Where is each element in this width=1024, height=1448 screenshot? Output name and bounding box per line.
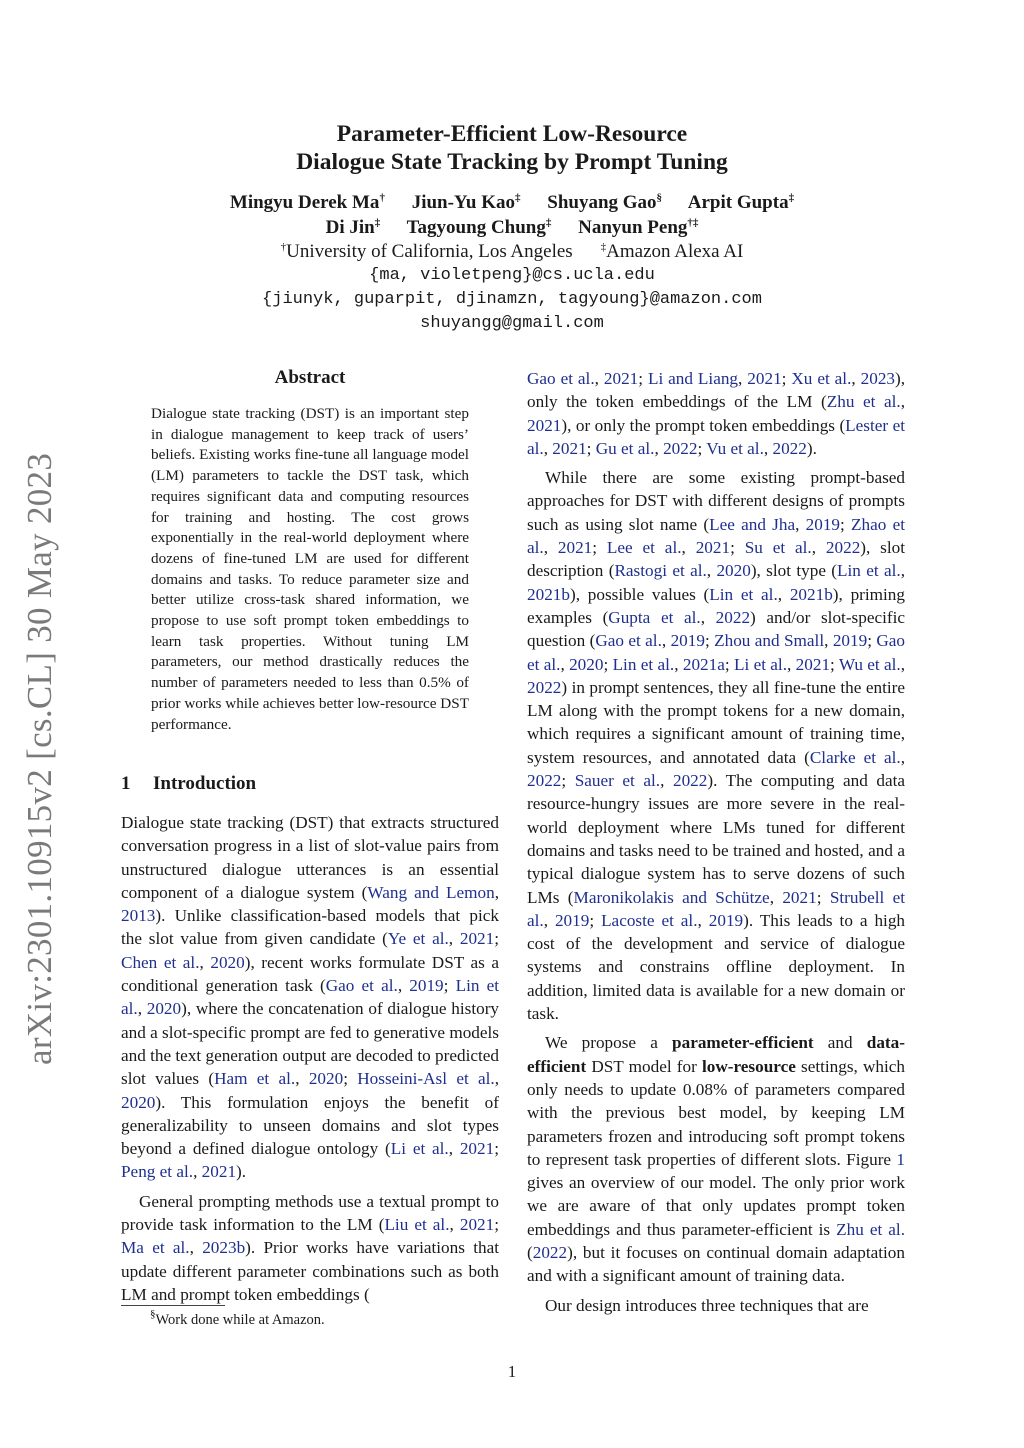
- citation-link[interactable]: Strubell et al.: [527, 887, 905, 930]
- citation-link[interactable]: 2021: [782, 887, 817, 907]
- citation-link[interactable]: 2019: [670, 631, 705, 651]
- citation-link[interactable]: Su et al.: [744, 538, 812, 558]
- citation-link[interactable]: 2021: [557, 538, 593, 558]
- paper-title: [0, 120, 1024, 176]
- figure-link[interactable]: 1: [896, 1149, 905, 1169]
- author-line-2: [0, 215, 1024, 240]
- abstract-heading: Abstract: [274, 367, 346, 388]
- citation-link[interactable]: 2021: [527, 415, 562, 435]
- citation-link[interactable]: Gao et al.: [325, 976, 398, 996]
- bold-term: data-efficient: [527, 1033, 905, 1076]
- email-gmail: shuyangg@gmail.com: [420, 314, 604, 333]
- citation-link[interactable]: Hosseini-Asl et al.: [357, 1069, 495, 1089]
- citation-link[interactable]: 2019: [832, 631, 868, 651]
- citation-link[interactable]: 2021b: [527, 584, 570, 604]
- citation-link[interactable]: Lacoste et al.: [601, 910, 698, 930]
- citation-link[interactable]: Lin et al.: [121, 976, 500, 1019]
- author-name: Mingyu Derek Ma: [229, 192, 380, 213]
- title-line-1: Parameter-Efficient Low-Resource: [336, 121, 688, 147]
- citation-link[interactable]: Vu et al.: [706, 438, 764, 458]
- citation-link[interactable]: Lee and Jha: [709, 514, 796, 534]
- left-column: [121, 811, 499, 1306]
- citation-link[interactable]: 2019: [708, 910, 744, 930]
- citation-link[interactable]: Gupta et al.: [608, 607, 701, 627]
- citation-link[interactable]: Lin et al.: [837, 561, 901, 581]
- citation-link[interactable]: Chen et al.: [121, 952, 200, 972]
- section-number: 1: [121, 773, 131, 794]
- abstract-text: Dialogue state tracking (DST) is an important step in dialogue management to keep track of users’ beliefs. Existing works fine-tune all language model (LM) parameters to tackle the DST task, which requires significant data and computing resources for training and hosting. The cost grows exponentially in the real-world deployment where dozens of fine-tuned LM are used for different domains and tasks. To reduce parameter size and better utilize cross-task shared information, we propose to use soft prompt token embeddings to learn task properties. Without tuning LM parameters, our method drastically reduces the number of parameters needed to less than 0.5% of prior works while achieves better low-resource DST performance.: [151, 405, 469, 733]
- author-line-1: [0, 190, 1024, 215]
- citation-link[interactable]: 2022: [772, 438, 807, 458]
- citation-link[interactable]: 2021: [747, 369, 782, 388]
- author-name: Shuyang Gao: [547, 192, 657, 213]
- citation-link[interactable]: Ma et al.: [121, 1238, 190, 1258]
- citation-link[interactable]: 2022: [825, 538, 861, 558]
- citation-link[interactable]: Xu et al.: [791, 369, 852, 388]
- citation-link[interactable]: 2021b: [789, 584, 833, 604]
- citation-link[interactable]: Gao et al.: [595, 631, 662, 651]
- citation-link[interactable]: 2021: [201, 1162, 237, 1182]
- section-heading: [121, 773, 256, 795]
- citation-link[interactable]: 2021: [695, 538, 731, 558]
- author-name: Tagyoung Chung: [406, 217, 546, 238]
- affiliation-amazon: Amazon Alexa AI: [606, 241, 744, 262]
- title-line-2: Dialogue State Tracking by Prompt Tuning: [296, 149, 728, 175]
- author-name: Nanyun Peng: [578, 217, 688, 238]
- paragraph-continuation: Gao et al., 2021; Li and Liang, 2021; Xu et al., 2023), only the token embeddings of the LM (Zhu et al., 2021), or only the prompt token embeddings (Lester et al., 2021; Gu et al., 2022; Vu et al., 2022).: [527, 369, 906, 458]
- paragraph: We propose a parameter-efficient and data-efficient DST model for low-resource settings, which only needs to update 0.08% of parameters compared with the previous best model, by keeping LM parameters frozen and introducing soft prompt tokens to represent task properties of different slots. Figure 1 gives an overview of our model. The only prior work we are aware of that only updates prompt token embeddings and thus parameter-efficient is Zhu et al. (2022), but it focuses on continual domain adaptation and with a significant amount of training data.: [527, 1033, 906, 1286]
- citation-link[interactable]: 2022: [527, 771, 562, 791]
- citation-link[interactable]: 2022: [532, 1242, 568, 1262]
- citation-link[interactable]: Rastogi et al.: [614, 561, 707, 581]
- citation-link[interactable]: 2022: [672, 771, 708, 791]
- citation-link[interactable]: Lester et al.: [527, 415, 905, 458]
- citation-link[interactable]: Gao et al.: [527, 631, 905, 674]
- affiliation-mark: †‡: [687, 217, 699, 229]
- citation-link[interactable]: 2022: [527, 677, 562, 697]
- citation-link[interactable]: 2021a: [682, 654, 725, 674]
- citation-link[interactable]: 2019: [409, 976, 444, 996]
- citation-link[interactable]: 2019: [554, 910, 590, 930]
- affiliation-mark: †: [379, 192, 385, 204]
- affiliation-mark: ‡: [515, 192, 521, 204]
- page-number: 1: [507, 1362, 517, 1381]
- citation-link[interactable]: Gu et al.: [595, 438, 655, 458]
- bold-term: low-resource: [701, 1056, 796, 1076]
- footnote-mark: §: [150, 1308, 156, 1320]
- citation-link[interactable]: Peng et al.: [121, 1162, 194, 1182]
- citation-link[interactable]: Lee et al.: [606, 538, 682, 558]
- author-name: Jiun-Yu Kao: [411, 192, 515, 213]
- citation-link[interactable]: Clarke et al.: [809, 747, 901, 767]
- citation-link[interactable]: 2020: [569, 654, 604, 674]
- affiliation-mark: §: [656, 192, 663, 204]
- citation-link[interactable]: 2021: [459, 1139, 495, 1159]
- citation-link[interactable]: 2020: [716, 561, 751, 581]
- author-list: [0, 190, 1024, 240]
- footnote-rule: [121, 1305, 225, 1306]
- citation-link[interactable]: Zhu et al.: [826, 392, 901, 412]
- paragraph: Dialogue state tracking (DST) that extracts structured conversation progress in a list of slot-value pairs from unstructured dialogue utterances is an essential component of a dialogue system (Wang and Lemon, 2013). Unlike classification-based models that pick the slot value from given candidate (Ye et al., 2021; Chen et al., 2020), recent works formulate DST as a conditional generation task (Gao et al., 2019; Lin et al., 2020), where the concatenation of dialogue history and a slot-specific prompt are fed to generative models and the text generation output are decoded to predicted slot values (Ham et al., 2020; Hosseini-Asl et al., 2020). This formulation enjoys the benefit of generalizability to unseen domains and slot types beyond a defined dialogue ontology (Li et al., 2021; Peng et al., 2021).: [121, 813, 500, 1182]
- citation-link[interactable]: Li et al.: [390, 1139, 449, 1159]
- affiliation-mark: ‡: [374, 217, 381, 229]
- citation-link[interactable]: Wang and Lemon: [367, 882, 495, 902]
- citation-link[interactable]: Maronikolakis and Schütze: [573, 887, 770, 907]
- citation-link[interactable]: 2022: [663, 438, 698, 458]
- citation-link[interactable]: Ye et al.: [387, 929, 449, 949]
- citation-link[interactable]: 2020: [210, 952, 245, 972]
- abstract-body: [151, 404, 469, 735]
- citation-link[interactable]: 2021: [459, 929, 495, 949]
- citation-link[interactable]: 2013: [121, 906, 156, 926]
- citation-link[interactable]: Li et al.: [733, 654, 788, 674]
- paragraph: Our design introduces three techniques that are: [545, 1295, 869, 1315]
- citation-link[interactable]: Liu et al.: [384, 1215, 450, 1235]
- citation-link[interactable]: Gao et al.: [527, 369, 595, 388]
- citation-link[interactable]: Lin et al.: [709, 584, 778, 604]
- citation-link[interactable]: 2021: [795, 654, 831, 674]
- footnote: [150, 1308, 325, 1329]
- author-name: Arpit Gupta: [687, 192, 789, 213]
- affiliation-mark: †: [280, 241, 287, 253]
- citation-link[interactable]: 2020: [146, 999, 182, 1019]
- citation-link[interactable]: 2022: [715, 607, 751, 627]
- affiliation-ucla: University of California, Los Angeles: [286, 241, 573, 262]
- email-amazon: {jiunyk, guparpit, djinamzn, tagyoung}@amazon.com: [262, 290, 762, 309]
- citation-link[interactable]: 2021: [459, 1215, 495, 1235]
- citation-link[interactable]: 2021: [552, 438, 587, 458]
- author-name: Di Jin: [325, 217, 375, 238]
- citation-link[interactable]: Zhu et al.: [836, 1219, 906, 1239]
- citation-link[interactable]: 2023: [860, 369, 895, 388]
- arxiv-side-stamp: arXiv:2301.10915v2 [cs.CL] 30 May 2023: [20, 452, 59, 1065]
- paragraph: General prompting methods use a textual prompt to provide task information to the LM (Liu et al., 2021; Ma et al., 2023b). Prior works have variations that update different parameter combinations such as both LM and prompt token embeddings (: [121, 1191, 499, 1304]
- section-title: Introduction: [153, 773, 257, 794]
- affiliation-mark: ‡: [600, 241, 607, 253]
- affiliations: [0, 239, 1024, 264]
- citation-link[interactable]: Sauer et al.: [574, 771, 661, 791]
- citation-link[interactable]: 2021: [603, 369, 639, 388]
- paragraph: While there are some existing prompt-based approaches for DST with different designs of prompts such as using slot name (Lee and Jha, 2019; Zhao et al., 2021; Lee et al., 2021; Su et al., 2022), slot description (Rastogi et al., 2020), slot type (Lin et al., 2021b), possible values (Lin et al., 2021b), priming examples (Gupta et al., 2022) and/or slot-specific question (Gao et al., 2019; Zhou and Small, 2019; Gao et al., 2020; Lin et al., 2021a; Li et al., 2021; Wu et al., 2022) in prompt sentences, they all fine-tune the entire LM along with the prompt tokens for a new domain, which requires a significant amount of training time, system resources, and annotated data (Clarke et al., 2022; Sauer et al., 2022). The computing and data resource-hungry issues are more severe in the real-world deployment where LMs tuned for different domains and tasks need to be trained and hosted, and a typical dialogue system has to serve dozens of such LMs (Maronikolakis and Schütze, 2021; Strubell et al., 2019; Lacoste et al., 2019). This leads to a high cost of the development and service of dialogue systems and constrains offline deployment. In addition, limited data is available for a new domain or task.: [527, 468, 906, 1024]
- citation-link[interactable]: Wu et al.: [838, 654, 901, 674]
- citation-link[interactable]: 2019: [805, 514, 840, 534]
- citation-link[interactable]: Zhou and Small: [714, 631, 825, 651]
- citation-link[interactable]: Li and Liang: [647, 369, 739, 388]
- citation-link[interactable]: 2020: [308, 1069, 344, 1089]
- citation-link[interactable]: 2023b: [202, 1238, 246, 1258]
- bold-term: parameter-efficient: [672, 1033, 814, 1053]
- affiliation-mark: ‡: [545, 217, 552, 229]
- right-column: [527, 367, 905, 1317]
- citation-link[interactable]: 2020: [121, 1092, 156, 1112]
- citation-link[interactable]: Ham et al.: [214, 1069, 296, 1089]
- citation-link[interactable]: Zhao et al.: [527, 514, 905, 558]
- email-ucla: {ma, violetpeng}@cs.ucla.edu: [369, 266, 655, 285]
- affiliation-mark: ‡: [788, 192, 795, 204]
- footnote-text: Work done while at Amazon.: [155, 1312, 325, 1328]
- citation-link[interactable]: Lin et al.: [612, 654, 675, 674]
